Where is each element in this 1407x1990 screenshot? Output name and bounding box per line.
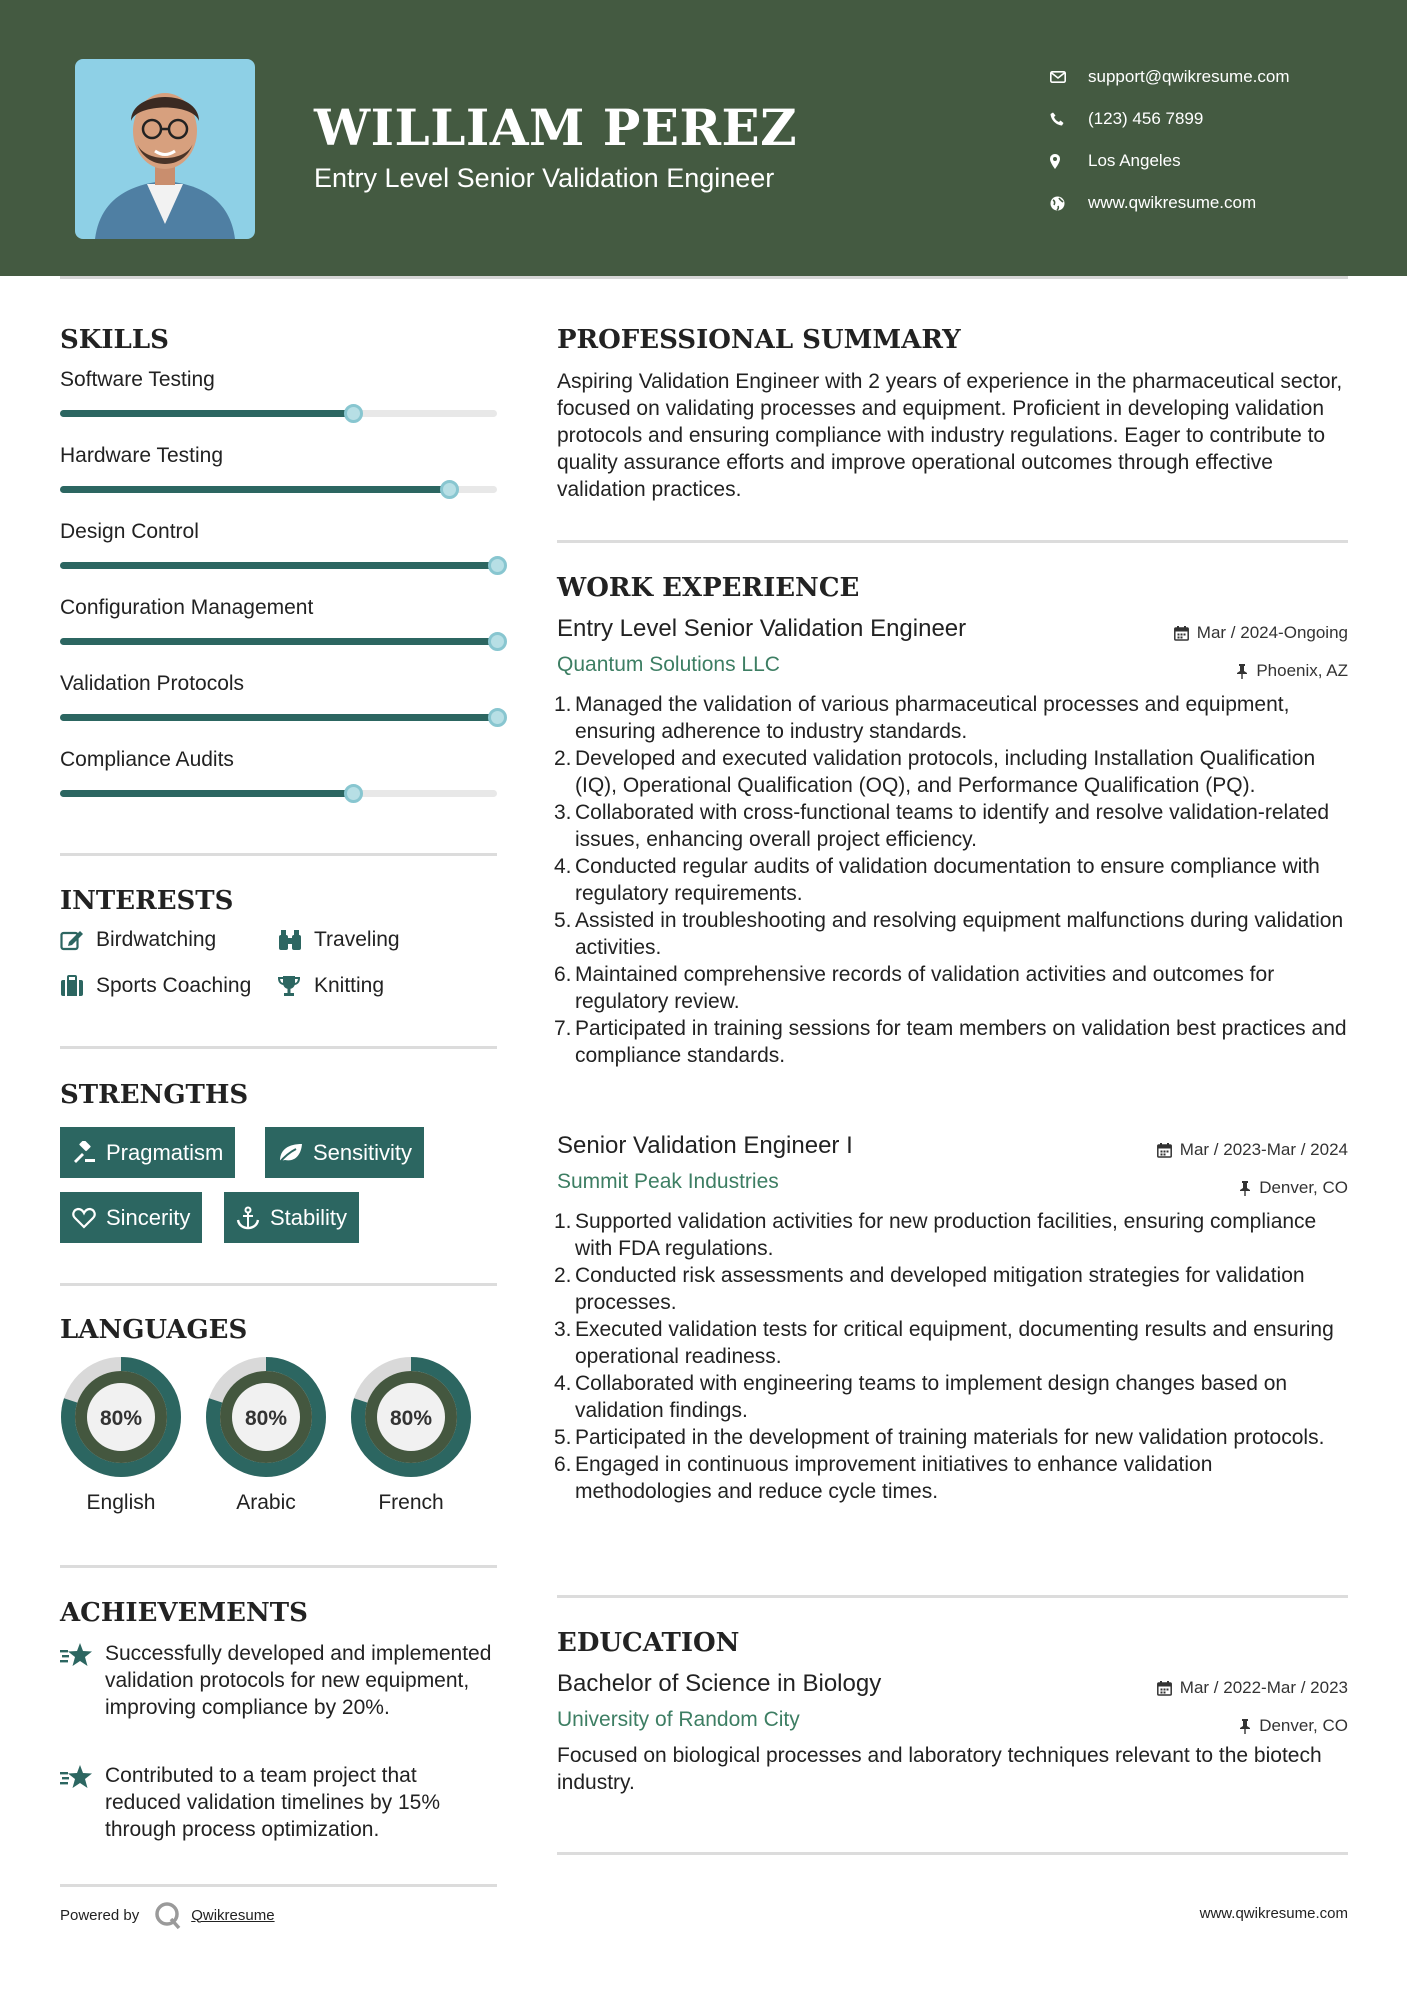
contact-phone-text: (123) 456 7899 [1088, 109, 1204, 128]
responsibility-text: Participated in training sessions for team members on validation best practices and compliance standards. [575, 1017, 1347, 1067]
trophy-icon [278, 975, 314, 997]
skill-item [60, 748, 497, 772]
footer-website[interactable]: www.qwikresume.com [1199, 1905, 1348, 1922]
skill-bar-fill [60, 410, 353, 417]
responsibility-item [554, 1316, 1348, 1370]
experience-heading: WORK EXPERIENCE [557, 573, 860, 603]
skill-bar-fill [60, 486, 449, 493]
contact-location [1050, 140, 1290, 182]
job-responsibilities [554, 1208, 1348, 1505]
star-icon [60, 1640, 105, 1721]
skill-name: Compliance Audits [60, 748, 234, 771]
job-location [1239, 1178, 1348, 1198]
list-number: 2. [554, 747, 572, 770]
responsibility-text: Participated in the development of training materials for new validation protocols. [575, 1426, 1325, 1449]
leaf-icon [277, 1142, 303, 1164]
responsibility-text: Collaborated with cross-functional teams to identify and resolve validation-related issues, enhancing overall project efficiency. [575, 801, 1330, 851]
job-title: Entry Level Senior Validation Engineer [557, 615, 967, 642]
list-number: 3. [554, 801, 572, 824]
job-date [1157, 1140, 1348, 1160]
responsibility-item [554, 799, 1348, 853]
responsibility-text: Engaged in continuous improvement initiatives to enhance validation methodologies and reduce cycle times. [575, 1453, 1213, 1503]
responsibility-text: Collaborated with engineering teams to implement design changes based on validation findings. [575, 1372, 1288, 1422]
header-banner [0, 0, 1407, 276]
language-ring [205, 1356, 327, 1478]
degree-title: Bachelor of Science in Biology [557, 1670, 882, 1697]
pushpin-icon [1239, 1181, 1251, 1196]
achievement-text: Contributed to a team project that reduced validation timelines by 15% through process optimization. [105, 1764, 441, 1841]
language-name: Arabic [236, 1491, 296, 1514]
skill-bar [60, 562, 497, 569]
calendar-icon [1157, 1143, 1172, 1158]
skill-name: Software Testing [60, 368, 215, 391]
responsibility-text: Supported validation activities for new production facilities, ensuring compliance with FDA regulations. [575, 1210, 1317, 1260]
interest-item [278, 928, 400, 952]
skill-bar-fill [60, 562, 497, 569]
skill-bar-fill [60, 790, 353, 797]
responsibility-item [554, 1424, 1348, 1451]
education-heading: EDUCATION [557, 1628, 740, 1658]
skills-heading: SKILLS [60, 325, 169, 355]
skill-name: Configuration Management [60, 596, 314, 619]
company-name: Summit Peak Industries [557, 1170, 779, 1193]
list-number: 5. [554, 1426, 572, 1449]
pushpin-icon [1236, 664, 1248, 679]
responsibility-item [554, 1451, 1348, 1505]
contact-email-text: support@qwikresume.com [1088, 67, 1290, 86]
responsibility-item [554, 1262, 1348, 1316]
language-ring [350, 1356, 472, 1478]
list-number: 5. [554, 909, 572, 932]
summary-text: Aspiring Validation Engineer with 2 years of experience in the pharmaceutical sector, focused on validating processes and equipment. Proficient in developing validation protocols and ensuring compliance with industry regulations. Eager to contribute to quality assurance efforts and improve operational outcomes through effective validation practices. [557, 370, 1343, 501]
list-number: 4. [554, 1372, 572, 1395]
pushpin-icon [1239, 1719, 1251, 1734]
language-item [205, 1356, 327, 1515]
list-number: 6. [554, 963, 572, 986]
skill-level-handle [440, 480, 459, 499]
job-responsibilities [554, 691, 1348, 1069]
skill-bar-fill [60, 714, 497, 721]
divider [557, 1595, 1348, 1598]
skill-level-handle [488, 708, 507, 727]
star-icon [60, 1762, 105, 1843]
interest-label: Sports Coaching [96, 974, 252, 997]
divider [557, 1852, 1348, 1855]
skill-level-handle [488, 556, 507, 575]
header-divider [60, 276, 1348, 279]
contact-email[interactable] [1050, 56, 1290, 98]
edit-icon [60, 929, 96, 951]
responsibility-text: Maintained comprehensive records of validation activities and outcomes for regulatory review. [575, 963, 1275, 1013]
job-title: Senior Validation Engineer I [557, 1132, 853, 1159]
gavel-icon [72, 1141, 96, 1165]
language-item [350, 1356, 472, 1515]
strength-label: Pragmatism [106, 1139, 224, 1165]
school-name: University of Random City [557, 1708, 800, 1731]
strength-badge [265, 1127, 424, 1178]
interest-label: Knitting [314, 974, 385, 997]
skill-name: Design Control [60, 520, 199, 543]
job-date [1174, 623, 1348, 643]
anchor-icon [236, 1206, 260, 1230]
languages-heading: LANGUAGES [60, 1315, 248, 1345]
responsibility-item [554, 853, 1348, 907]
strength-label: Sincerity [106, 1204, 191, 1230]
job-location-text: Denver, CO [1259, 1178, 1348, 1197]
interest-label: Birdwatching [96, 928, 217, 951]
skill-item [60, 672, 497, 696]
skill-bar [60, 486, 497, 493]
map-pin-icon [1050, 154, 1088, 169]
job-entry [554, 615, 1348, 1069]
qwikresume-link[interactable]: Qwikresume [191, 1906, 275, 1924]
responsibility-text: Assisted in troubleshooting and resolving equipment malfunctions during validation activities. [575, 909, 1344, 959]
candidate-name: WILLIAM PEREZ [314, 98, 798, 157]
language-percent: 80% [244, 1407, 288, 1430]
responsibility-text: Executed validation tests for critical equipment, documenting results and ensuring operational readiness. [575, 1318, 1334, 1368]
skill-bar [60, 714, 497, 721]
language-percent: 80% [99, 1407, 143, 1430]
job-date-text: Mar / 2024-Ongoing [1196, 623, 1348, 642]
language-name: French [378, 1491, 444, 1514]
skill-item [60, 520, 497, 544]
list-number: 3. [554, 1318, 572, 1341]
achievement-text: Successfully developed and implemented validation protocols for new equipment, improving compliance by 20%. [105, 1642, 492, 1719]
heart-icon [72, 1207, 96, 1229]
strength-badge [224, 1192, 359, 1243]
divider [60, 1565, 497, 1568]
phone-icon [1050, 112, 1088, 126]
contact-location-text: Los Angeles [1088, 151, 1181, 170]
divider [60, 1283, 497, 1286]
strength-label: Sensitivity [313, 1139, 413, 1165]
education-entry [557, 1670, 1348, 1796]
candidate-title: Entry Level Senior Validation Engineer [314, 163, 775, 193]
job-entry [554, 1132, 1348, 1505]
binoculars-icon [278, 929, 314, 951]
language-percent: 80% [389, 1407, 433, 1430]
skill-item [60, 444, 497, 468]
list-number: 2. [554, 1264, 572, 1287]
qwikresume-logo-icon [153, 1900, 183, 1930]
responsibility-item [554, 1208, 1348, 1262]
skill-bar [60, 410, 497, 417]
education-date-text: Mar / 2022-Mar / 2023 [1179, 1678, 1348, 1697]
interest-item [60, 974, 251, 998]
responsibility-item [554, 961, 1348, 1015]
strength-badge [60, 1127, 235, 1178]
profile-photo [75, 59, 255, 239]
achievement-item [60, 1640, 497, 1721]
powered-by-label: Powered by [60, 1906, 140, 1924]
education-location-text: Denver, CO [1259, 1716, 1348, 1735]
job-location [1236, 661, 1348, 681]
divider [60, 1884, 497, 1887]
list-number: 1. [554, 1210, 572, 1233]
responsibility-item [554, 1015, 1348, 1069]
skill-level-handle [488, 632, 507, 651]
skill-bar [60, 790, 497, 797]
skill-name: Hardware Testing [60, 444, 224, 467]
language-item [60, 1356, 182, 1515]
briefcase-icon [60, 975, 96, 997]
interest-label: Traveling [314, 928, 400, 951]
skill-item [60, 368, 497, 392]
interest-item [278, 974, 384, 998]
company-name: Quantum Solutions LLC [557, 653, 780, 676]
education-description: Focused on biological processes and laboratory techniques relevant to the biotech industry. [557, 1744, 1322, 1794]
calendar-icon [1174, 626, 1189, 641]
job-date-text: Mar / 2023-Mar / 2024 [1179, 1140, 1348, 1159]
language-ring [60, 1356, 182, 1478]
list-number: 7. [554, 1017, 572, 1040]
contact-phone[interactable] [1050, 98, 1290, 140]
responsibility-text: Conducted risk assessments and developed mitigation strategies for validation processes. [575, 1264, 1305, 1314]
skill-item [60, 596, 497, 620]
divider [60, 853, 497, 856]
envelope-icon [1050, 71, 1088, 83]
divider [60, 1046, 497, 1049]
contact-website-text: www.qwikresume.com [1088, 193, 1257, 212]
list-number: 4. [554, 855, 572, 878]
responsibility-text: Developed and executed validation protocols, including Installation Qualification (IQ), Operational Qualification (OQ), and Performance Qualification (PQ). [575, 747, 1316, 797]
skill-bar-fill [60, 638, 497, 645]
responsibility-text: Managed the validation of various pharmaceutical processes and equipment, ensuring adherence to industry standards. [575, 693, 1290, 743]
contact-list [1050, 56, 1290, 224]
responsibility-text: Conducted regular audits of validation documentation to ensure compliance with regulatory requirements. [575, 855, 1320, 905]
education-date [1157, 1678, 1348, 1698]
strength-badge [60, 1192, 202, 1243]
strengths-heading: STRENGTHS [60, 1080, 249, 1110]
list-number: 1. [554, 693, 572, 716]
interest-item [60, 928, 216, 952]
skill-name: Validation Protocols [60, 672, 245, 695]
list-number: 6. [554, 1453, 572, 1476]
education-location [1239, 1716, 1348, 1736]
skill-level-handle [344, 404, 363, 423]
responsibility-item [554, 745, 1348, 799]
responsibility-item [554, 691, 1348, 745]
globe-icon [1050, 196, 1088, 211]
divider [557, 540, 1348, 543]
achievement-item [60, 1762, 497, 1843]
footer-powered-by [60, 1900, 275, 1930]
language-name: English [86, 1491, 156, 1514]
responsibility-item [554, 907, 1348, 961]
interests-heading: INTERESTS [60, 886, 234, 916]
job-location-text: Phoenix, AZ [1256, 661, 1348, 680]
skill-bar [60, 638, 497, 645]
calendar-icon [1157, 1681, 1172, 1696]
achievements-heading: ACHIEVEMENTS [60, 1598, 308, 1628]
skill-level-handle [344, 784, 363, 803]
responsibility-item [554, 1370, 1348, 1424]
summary-heading: PROFESSIONAL SUMMARY [557, 325, 961, 355]
contact-website[interactable] [1050, 182, 1290, 224]
strength-label: Stability [270, 1204, 348, 1230]
